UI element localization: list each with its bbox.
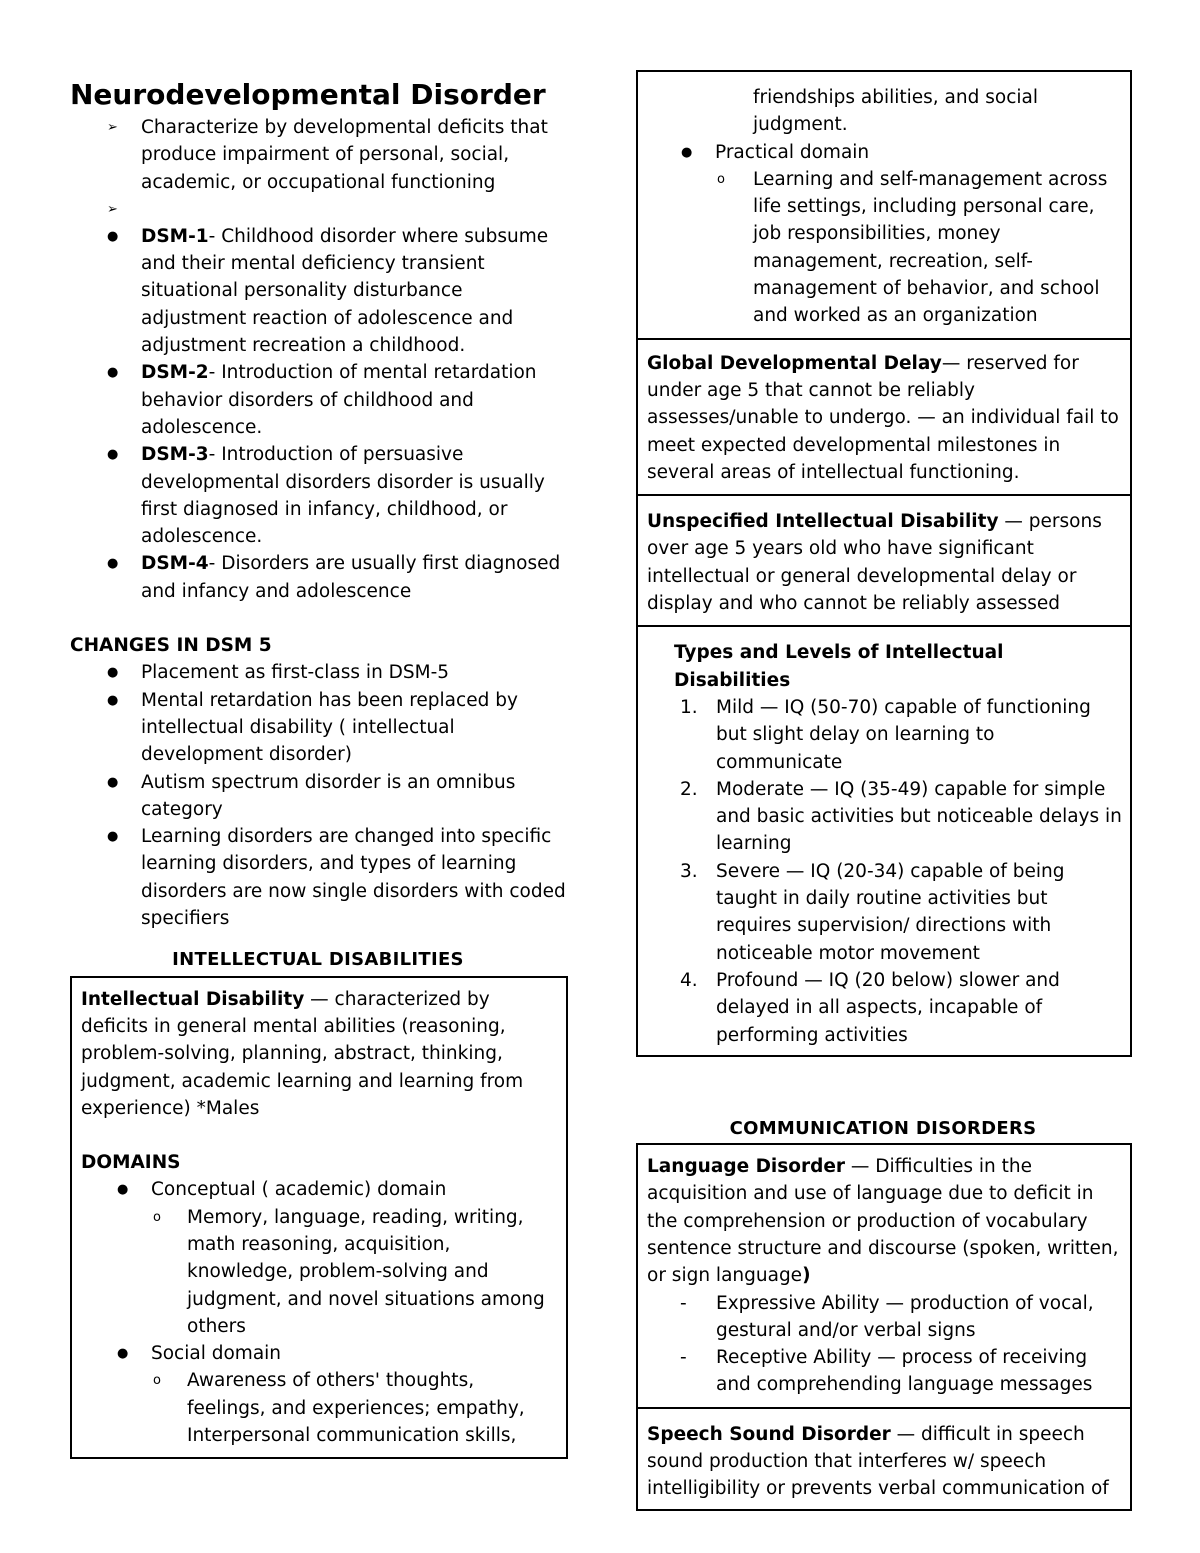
list-item: - Expressive Ability — production of vocal, gestural and/or verbal signs	[680, 1292, 1094, 1341]
bullet-icon: ●	[681, 144, 693, 160]
list-item: ● Mental retardation has been replaced by intellectual disability ( intellectual development disorder)	[70, 687, 570, 769]
continued-text: friendships abilities, and social judgment.	[753, 87, 1038, 136]
dsm-list	[70, 223, 570, 605]
list-item: ● DSM-4- Disorders are usually first diagnosed and infancy and adolescence	[70, 550, 570, 605]
list-item: 3. Severe — IQ (20-34) capable of being taught in daily routine activities but requires supervision/ directions with noticeable motor movement	[680, 860, 1065, 964]
list-item: 1. Mild — IQ (50-70) capable of functioning but slight delay on learning to communicate	[680, 696, 1091, 773]
list-item: o Learning and self-management across life settings, including personal care, job responsibilities, money management, recreation, self-management of behavior, and school and worked as an organization	[647, 166, 1122, 330]
bullet-icon: ●	[107, 774, 119, 790]
list-item: o Memory, language, reading, writing, math reasoning, acquisition, knowledge, problem-solving and judgment, and novel situations among others	[81, 1204, 558, 1340]
communication-disorders-heading: COMMUNICATION DISORDERS	[729, 1117, 1037, 1139]
list-item: ● Conceptual ( academic) domain	[81, 1176, 558, 1203]
list-item: ● DSM-3- Introduction of persuasive developmental disorders disorder is usually first diagnosed in infancy, childhood, or adolescence.	[70, 441, 570, 550]
intellectual-disability-box	[70, 976, 568, 1460]
circle-bullet-icon: o	[153, 1373, 161, 1389]
bullet-icon: ●	[107, 228, 119, 244]
definition: Language Disorder — Difficulties in the acquisition and use of language due to deficit in the comprehension or production of vocabulary sentence structure and discourse (spoken, written, or sign language)	[647, 1156, 1119, 1287]
arrow-bullet-icon: ➢	[107, 120, 118, 135]
list-item: ● Learning disorders are changed into specific learning disorders, and types of learning disorders are now single disorders with coded specifiers	[70, 823, 570, 932]
list-item: - Receptive Ability — process of receiving and comprehending language messages	[680, 1347, 1093, 1396]
definition: Intellectual Disability — characterized by deficits in general mental abilities (reasoning, problem-solving, planning, abstract, thinking, judgment, academic learning and learning from experience) *Males	[81, 988, 524, 1119]
list-item: ● Social domain	[81, 1340, 558, 1367]
circle-bullet-icon: o	[153, 1209, 161, 1225]
global-developmental-delay-box: Global Developmental Delay— reserved for under age 5 that cannot be reliably assesses/unable to undergo. — an individual fail to meet expected developmental milestones in several areas of intellectual functioning.	[636, 340, 1132, 496]
list-item: ➢ Characterize by developmental deficits that produce impairment of personal, social, academic, or occupational functioning	[70, 114, 570, 196]
list-item: ● Practical domain	[647, 139, 1122, 166]
right-column	[636, 70, 1132, 1511]
list-item: o Awareness of others' thoughts, feelings, and experiences; empathy, Interpersonal communication skills,	[81, 1367, 558, 1449]
list-item	[70, 196, 570, 223]
circle-bullet-icon: o	[717, 171, 725, 187]
bullet-icon: ●	[107, 829, 119, 845]
bullet-icon: ●	[107, 692, 119, 708]
list-item: ● DSM-1- Childhood disorder where subsume and their mental deficiency transient situational personality disturbance adjustment reaction of adolescence and adjustment recreation a childhood.	[70, 223, 570, 359]
unspecified-intellectual-disability-box: Unspecified Intellectual Disability — persons over age 5 years old who have significant intellectual or general developmental delay or display and who cannot be reliably assessed	[636, 496, 1132, 627]
list-item: 4. Profound — IQ (20 below) slower and delayed in all aspects, incapable of performing activities	[680, 969, 1060, 1046]
list-item: 2. Moderate — IQ (35-49) capable for simple and basic activities but noticeable delays in learning	[680, 778, 1122, 855]
bullet-icon: ●	[107, 365, 119, 381]
left-column	[70, 76, 570, 1459]
domains-heading: DOMAINS	[81, 1152, 181, 1174]
language-disorder-box	[636, 1143, 1132, 1409]
intro-list	[70, 114, 570, 223]
bullet-icon: ●	[107, 556, 119, 572]
changes-heading: CHANGES IN DSM 5	[70, 635, 272, 657]
bullet-icon: ●	[107, 447, 119, 463]
list-item: ● DSM-2- Introduction of mental retardation behavior disorders of childhood and adolescence.	[70, 359, 570, 441]
types-heading: Types and Levels of Intellectual Disabilities	[674, 642, 1004, 691]
bullet-icon: ●	[117, 1182, 129, 1198]
changes-list	[70, 659, 570, 932]
page-title: Neurodevelopmental Disorder	[70, 78, 546, 111]
speech-sound-disorder-box: Speech Sound Disorder — difficult in speech sound production that interferes w/ speech intelligibility or prevents verbal communication of	[636, 1409, 1132, 1511]
list-item: ● Placement as first-class in DSM-5	[70, 659, 570, 686]
types-levels-box	[636, 627, 1132, 1056]
bullet-icon: ●	[107, 665, 119, 681]
list-item: ● Autism spectrum disorder is an omnibus category	[70, 769, 570, 824]
arrow-bullet-icon: ➢	[107, 201, 118, 217]
bullet-icon: ●	[117, 1346, 129, 1362]
domains-continued-box	[636, 70, 1132, 340]
intellectual-disabilities-heading: INTELLECTUAL DISABILITIES	[172, 949, 464, 971]
